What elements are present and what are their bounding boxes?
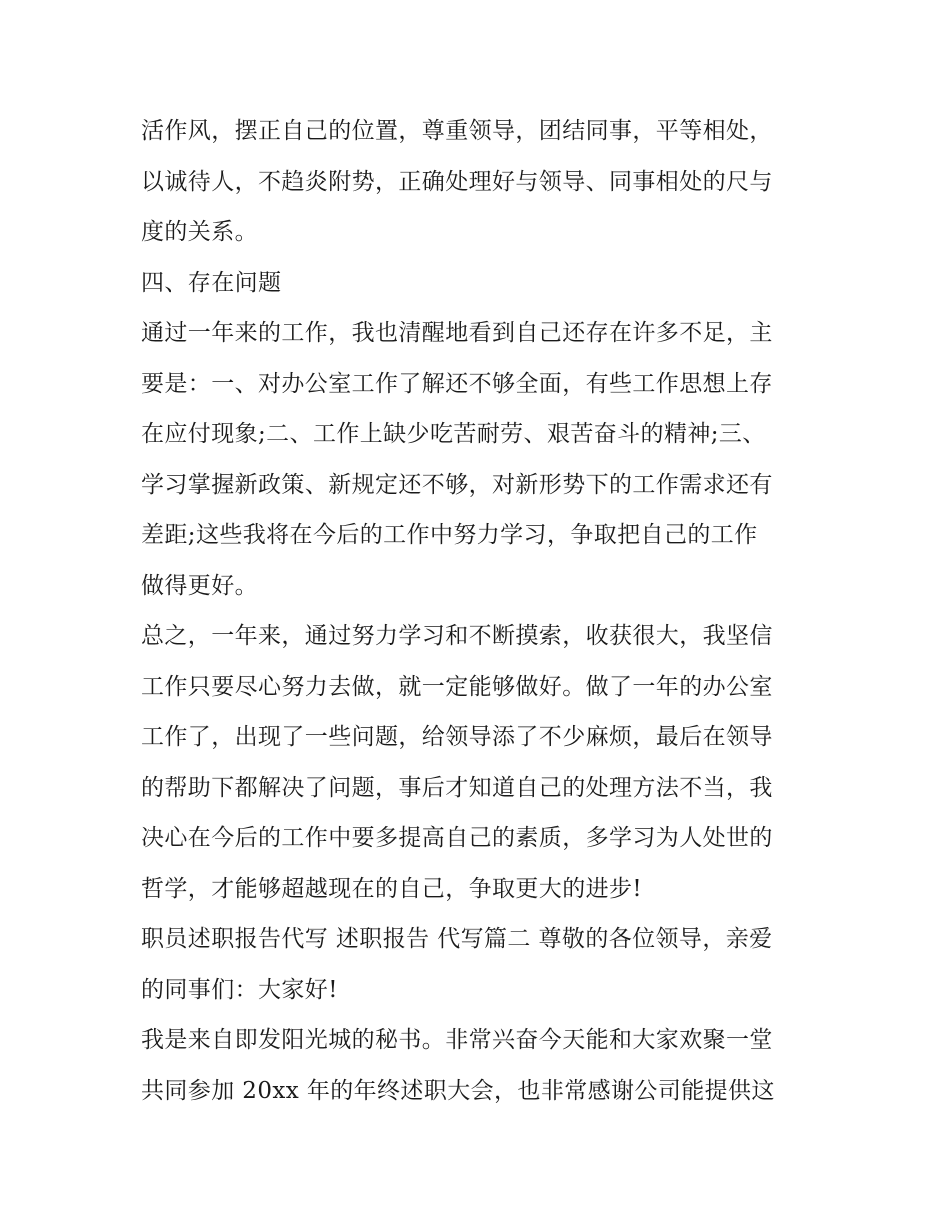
text-line: 工作只要尽心努力去做，就一定能够做好。做了一年的办公室 (141, 673, 773, 700)
text-line: 的帮助下都解决了问题，事后才知道自己的处理方法不当，我 (141, 774, 773, 801)
text-line: 通过一年来的工作，我也清醒地看到自己还存在许多不足，主 (141, 320, 773, 346)
text-line: 要是：一、对办公室工作了解还不够全面，有些工作思想上存 (141, 370, 773, 397)
section-heading: 四、存在问题 (141, 269, 282, 296)
text-line: 差距;这些我将在今后的工作中努力学习，争取把自己的工作 (141, 522, 758, 548)
text-line: 在应付现象;二、工作上缺少吃苦耐劳、艰苦奋斗的精神;三、 (141, 421, 766, 447)
text-line: 决心在今后的工作中要多提高自己的素质，多学习为人处世的 (141, 825, 773, 851)
text-line: 活作风，摆正自己的位置，尊重领导，团结同事，平等相处， (141, 118, 773, 144)
text-line: 哲学，才能够超越现在的自己，争取更大的进步! (141, 875, 643, 902)
text-line: 我是来自即发阳光城的秘书。非常兴奋今天能和大家欢聚一堂 (141, 1027, 773, 1053)
text-line: 做得更好。 (141, 572, 258, 599)
text-line: 的同事们：大家好! (141, 976, 338, 1003)
text-line: 以诚待人，不趋炎附势，正确处理好与领导、同事相处的尺与 (141, 168, 773, 195)
text-line: 共同参加 20xx 年的年终述职大会，也非常感谢公司能提供这 (141, 1077, 775, 1104)
text-line: 度的关系。 (141, 219, 258, 245)
text-line: 工作了，出现了一些问题，给领导添了不少麻烦，最后在领导 (141, 724, 773, 750)
text-line: 学习掌握新政策、新规定还不够，对新形势下的工作需求还有 (141, 471, 773, 498)
text-line: 总之，一年来，通过努力学习和不断摸索，收获很大，我坚信 (141, 623, 773, 649)
document-body (141, 106, 813, 1116)
text-line: 职员述职报告代写 述职报告 代写篇二 尊敬的各位领导，亲爱 (141, 926, 773, 952)
